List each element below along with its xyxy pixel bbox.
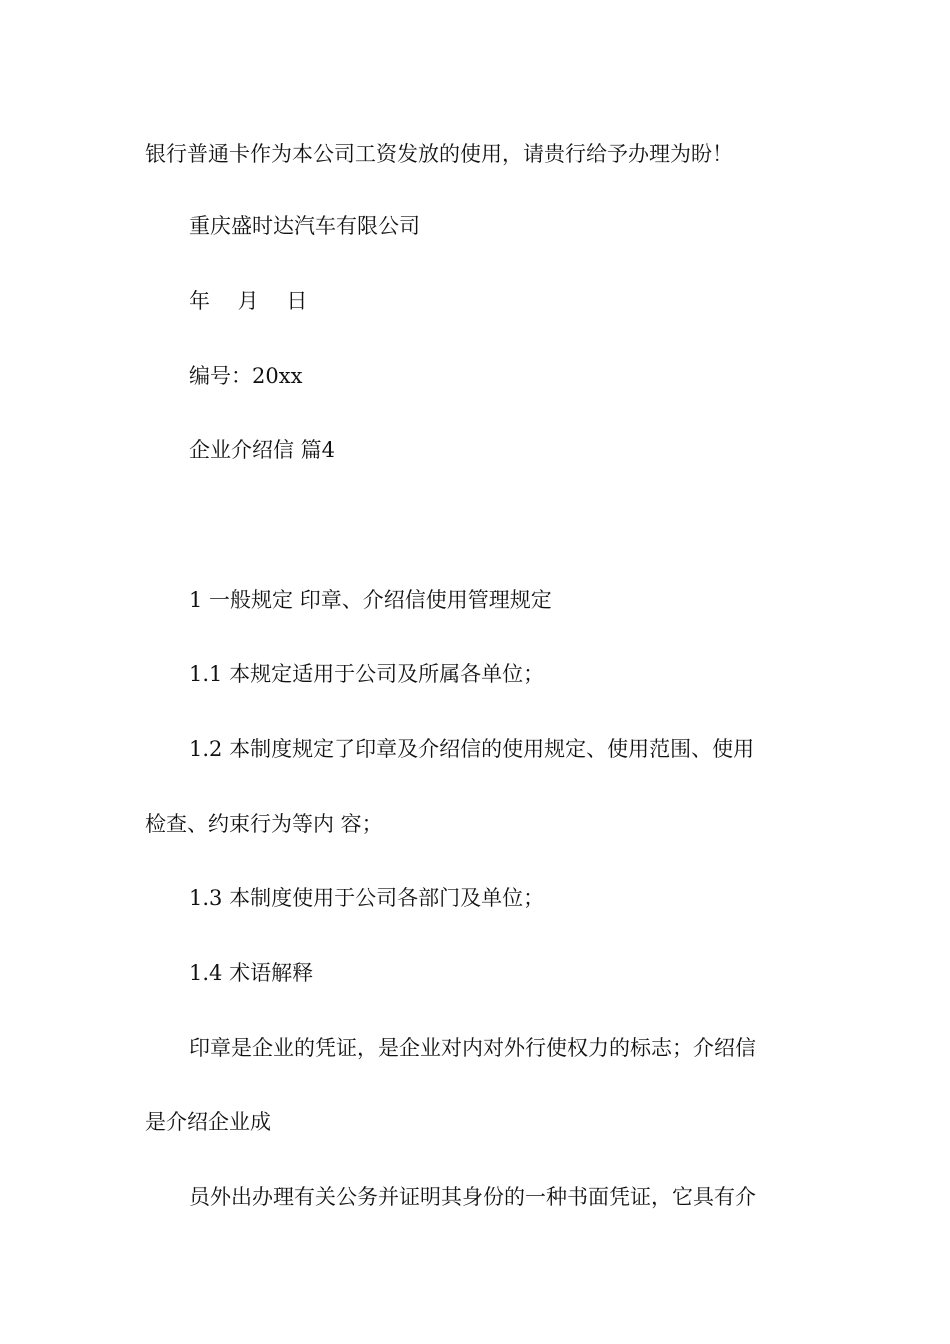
rule-heading: 1 一般规定 印章、介绍信使用管理规定 xyxy=(189,588,552,612)
rule-item: 1.4 术语解释 xyxy=(189,961,314,985)
paragraph-line: 是介绍企业成 xyxy=(145,1110,271,1134)
rule-item: 1.1 本规定适用于公司及所属各单位； xyxy=(189,662,545,686)
paragraph-line: 印章是企业的凭证，是企业对内对外行使权力的标志；介绍信 xyxy=(189,1036,756,1060)
serial-number: 编号：20xx xyxy=(189,364,303,388)
text-line: 银行普通卡作为本公司工资发放的使用，请贵行给予办理为盼！ xyxy=(145,142,733,166)
rule-item: 1.2 本制度规定了印章及介绍信的使用规定、使用范围、使用 xyxy=(189,737,755,761)
rule-item-continuation: 检查、约束行为等内 容； xyxy=(145,812,383,836)
section-heading: 企业介绍信 篇4 xyxy=(189,438,336,462)
date-line: 年 月 日 xyxy=(189,289,308,313)
company-signature: 重庆盛时达汽车有限公司 xyxy=(189,214,420,238)
paragraph-line: 员外出办理有关公务并证明其身份的一种书面凭证，它具有介 xyxy=(189,1185,756,1209)
rule-item: 1.3 本制度使用于公司各部门及单位； xyxy=(189,886,545,910)
